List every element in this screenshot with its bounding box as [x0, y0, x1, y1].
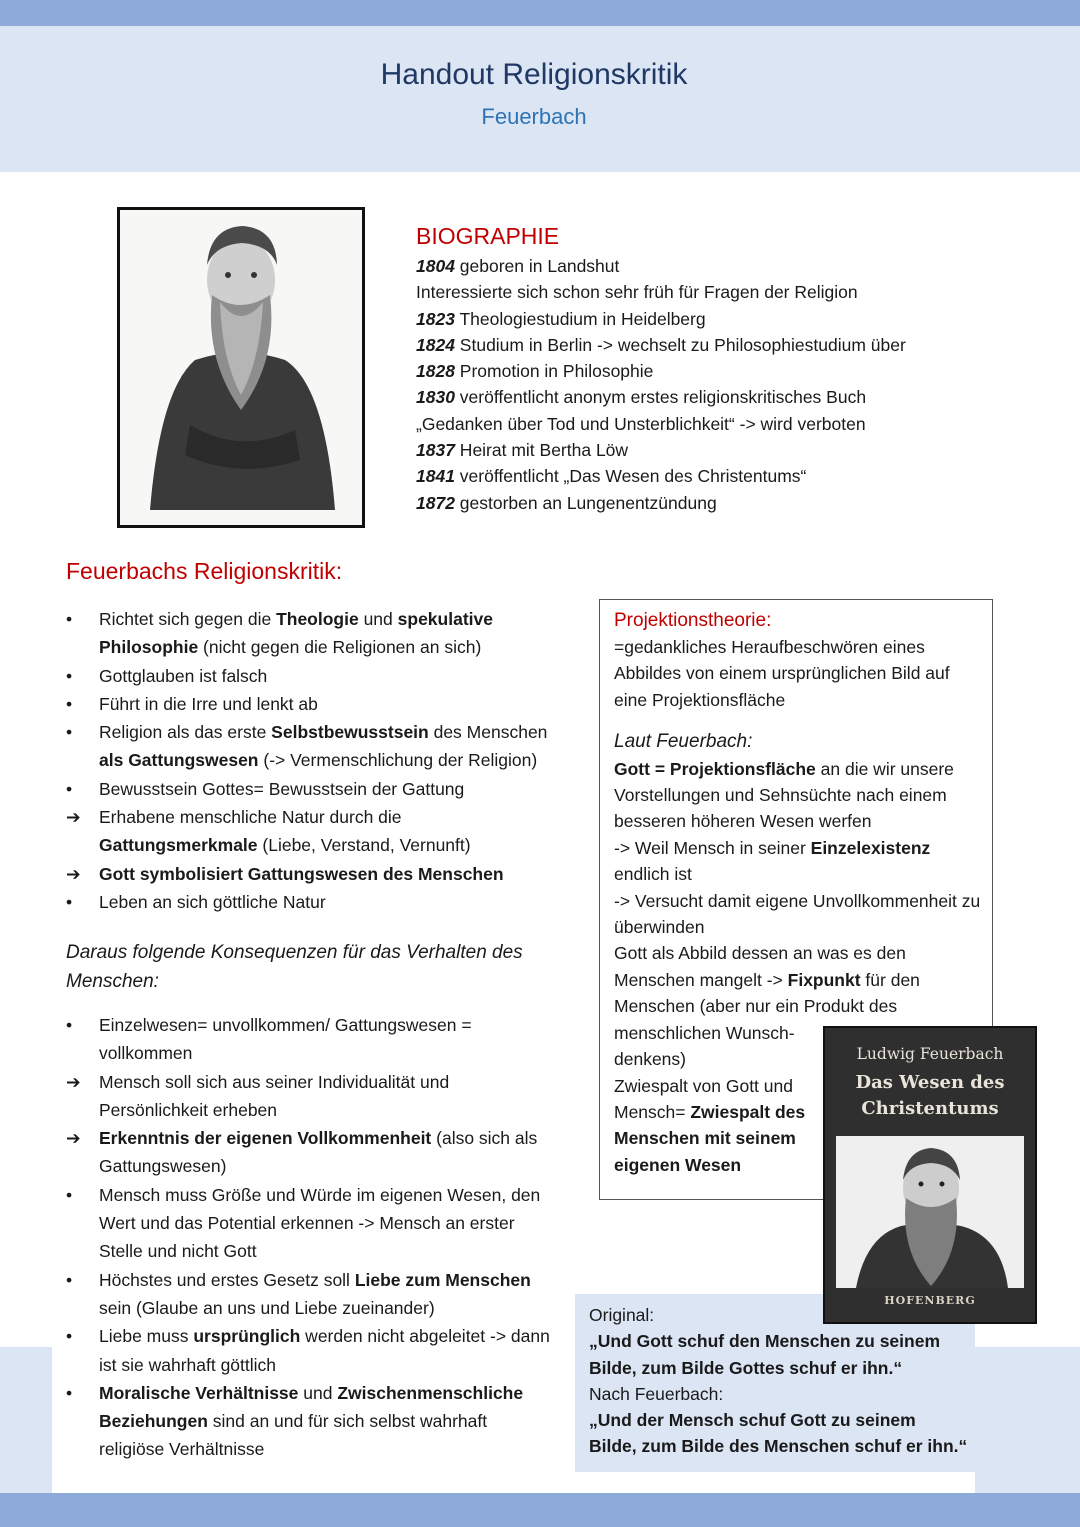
- bio-line: 1837 Heirat mit Bertha Löw: [416, 440, 629, 461]
- projection-line: [614, 756, 986, 835]
- book-author: Ludwig Feuerbach: [856, 1045, 1004, 1063]
- list-item: [66, 662, 556, 690]
- text-run: werden nicht abgeleitet -> dann ist sie wahrhaft göttlich: [99, 1326, 550, 1375]
- projection-text: Menschen (aber nur ein Produkt des: [614, 996, 898, 1017]
- text-run: (also sich als Gattungswesen): [99, 1128, 538, 1177]
- arrow-icon: ➔: [66, 1128, 81, 1149]
- emphasis-text: Theologie: [276, 609, 359, 629]
- biography-section: [416, 221, 1056, 516]
- footer-band-right: [975, 1347, 1080, 1493]
- text-run: (nicht gegen die Religionen an sich): [198, 637, 482, 658]
- page-subtitle: Feuerbach: [481, 104, 587, 129]
- bio-line: 1830 veröffentlicht anonym erstes religionskritisches Buch: [416, 387, 867, 408]
- emphasis-text: ursprünglich: [193, 1326, 301, 1347]
- bullet-icon: •: [66, 665, 73, 686]
- text-run: sind an und für sich selbst wahrhaft religiöse Verhältnisse: [99, 1411, 488, 1460]
- projection-heading: Projektionstheorie:: [614, 610, 772, 631]
- text-run: und: [298, 1382, 338, 1403]
- arrow-icon: ➔: [66, 863, 81, 884]
- bio-line: „Gedanken über Tod und Unsterblichkeit“ -> wird verboten: [416, 413, 866, 434]
- projection-text: Menschen mit seinem: [614, 1128, 796, 1149]
- emphasis-text: Liebe zum Menschen: [354, 1269, 531, 1290]
- emphasis-text: Zwischenmenschliche Beziehungen: [99, 1382, 524, 1432]
- book-cover-portrait: [836, 1136, 1024, 1288]
- text-run: Mensch soll sich aus seiner Individualität und Persönlichkeit erheben: [99, 1071, 450, 1120]
- feuerbach-portrait: [117, 207, 365, 528]
- text-run: an die wir unsere Vorstellungen und Sehnsüchte nach einem besseren höheren Wesen werfen: [614, 758, 954, 832]
- text-run: endlich ist: [614, 864, 692, 885]
- projection-lines: [614, 756, 986, 941]
- emphasis-text: Moralische Verhältnisse: [99, 1382, 299, 1403]
- arrow-icon: ➔: [66, 1071, 81, 1092]
- bullet-icon: •: [66, 1015, 73, 1035]
- bullet-icon: •: [66, 1184, 73, 1205]
- text-run: Führt in die Irre und lenkt ab: [99, 693, 318, 714]
- projection-text: Gott als Abbild dessen an was es den: [614, 943, 906, 964]
- text-run: (Liebe, Verstand, Vernunft): [257, 835, 471, 856]
- text-run: -> Versucht damit eigene Unvollkommenheit zu überwinden: [614, 890, 981, 938]
- list-item: [66, 775, 556, 803]
- feuerbach-label: Nach Feuerbach:: [589, 1383, 724, 1404]
- emphasis-text: Gattungsmerkmale: [99, 835, 258, 856]
- text-run: Religion als das erste: [99, 722, 272, 743]
- list-item: [66, 1266, 556, 1323]
- list-item: [66, 1124, 556, 1181]
- bullet-icon: •: [66, 1382, 73, 1403]
- bio-line: Interessierte sich schon sehr früh für Fragen der Religion: [416, 282, 858, 303]
- text-run: sein (Glaube an uns und Liebe zueinander): [99, 1297, 435, 1318]
- list-item: [66, 1322, 556, 1379]
- bullet-icon: •: [66, 693, 73, 714]
- projection-text: denkens): [614, 1049, 686, 1070]
- emphasis-text: Selbstbewusstsein: [271, 722, 429, 743]
- text-run: Richtet sich gegen die: [99, 609, 277, 629]
- bullet-icon: •: [66, 609, 73, 629]
- consequences-list: [66, 1011, 556, 1464]
- projection-text: menschlichen Wunsch-: [614, 1022, 795, 1043]
- footer-band-left: [0, 1347, 52, 1493]
- bio-line: 1804 geboren in Landshut: [416, 256, 620, 276]
- bio-line: 1824 Studium in Berlin -> wechselt zu Philosophiestudium über: [416, 334, 906, 355]
- text-run: Höchstes und erstes Gesetz soll: [99, 1269, 355, 1290]
- projection-text: Mensch= Zwiespalt des: [614, 1101, 806, 1122]
- header-band: [0, 26, 1080, 172]
- bio-line: 1828 Promotion in Philosophie: [416, 361, 654, 382]
- bio-line: 1841 veröffentlicht „Das Wesen des Christentums“: [416, 466, 807, 487]
- text-run: Leben an sich göttliche Natur: [99, 891, 326, 912]
- text-run: Liebe muss: [99, 1326, 194, 1347]
- list-item: [66, 1379, 556, 1464]
- book-title: Das Wesen des Christentums: [855, 1072, 1005, 1119]
- text-run: -> Weil Mensch in seiner: [614, 837, 811, 858]
- list-item: [66, 718, 556, 775]
- list-item: [66, 803, 556, 860]
- emphasis-text: spekulative Philosophie: [99, 609, 493, 658]
- list-item: [66, 690, 556, 718]
- text-run: (-> Vermenschlichung der Religion): [258, 750, 538, 771]
- bullet-icon: •: [66, 722, 73, 743]
- original-quote-line: Bilde, zum Bilde Gottes schuf er ihn.“: [589, 1357, 903, 1378]
- list-item: [66, 1011, 556, 1068]
- page-title: Handout Religionskritik: [380, 58, 688, 91]
- bullet-icon: •: [66, 778, 73, 799]
- projection-text: Zwiespalt von Gott und: [614, 1075, 793, 1096]
- bio-line: 1823 Theologiestudium in Heidelberg: [416, 308, 706, 329]
- list-item: [66, 605, 556, 662]
- projection-line: [614, 835, 986, 888]
- projection-text: eigenen Wesen: [614, 1154, 742, 1175]
- emphasis-text: Gott = Projektionsfläche: [614, 758, 816, 779]
- projection-line: [614, 888, 986, 941]
- projection-text: Menschen mangelt -> Fixpunkt für den: [614, 969, 920, 990]
- text-run: Mensch muss Größe und Würde im eigenen Wesen, den Wert und das Potential erkennen -> Mensch an erster Stelle und nicht Gott: [99, 1184, 541, 1262]
- text-run: Gottglauben ist falsch: [99, 665, 268, 686]
- bullet-icon: •: [66, 1326, 73, 1347]
- bio-line: 1872 gestorben an Lungenentzündung: [416, 492, 717, 513]
- bullet-icon: •: [66, 1269, 73, 1290]
- text-run: des Menschen: [428, 722, 548, 743]
- projection-definition: =gedankliches Heraufbeschwören eines Abbildes von einem ursprünglichen Bild auf eine Projektionsfläche: [614, 637, 950, 710]
- original-quote-line: „Und Gott schuf den Menschen zu seinem: [589, 1331, 941, 1352]
- emphasis-text: Einzelexistenz: [810, 837, 931, 858]
- original-label: Original:: [589, 1305, 655, 1325]
- emphasis-text: als Gattungswesen: [99, 750, 259, 771]
- list-item: [66, 1068, 556, 1125]
- text-run: Erhabene menschliche Natur durch die: [99, 807, 402, 828]
- critique-list: [66, 605, 556, 916]
- biography-heading: BIOGRAPHIE: [416, 223, 560, 249]
- feuerbach-quote-line: „Und der Mensch schuf Gott zu seinem: [589, 1410, 916, 1431]
- consequences-heading: Daraus folgende Konsequenzen für das Verhalten des Menschen:: [66, 942, 523, 992]
- top-accent-bar: [0, 0, 1080, 26]
- list-item: [66, 860, 556, 888]
- emphasis-text: Erkenntnis der eigenen Vollkommenheit: [99, 1128, 432, 1149]
- bullet-icon: •: [66, 891, 73, 912]
- critique-heading: Feuerbachs Religionskritik:: [66, 558, 343, 584]
- text-run: Bewusstsein Gottes= Bewusstsein der Gattung: [99, 778, 465, 799]
- text-run: Einzelwesen= unvollkommen/ Gattungswesen = vollkommen: [99, 1015, 472, 1064]
- feuerbach-quote-line: Bilde, zum Bilde des Menschen schuf er ihn.“: [589, 1436, 968, 1457]
- laut-feuerbach-label: Laut Feuerbach:: [614, 731, 753, 753]
- emphasis-text: Gott symbolisiert Gattungswesen des Menschen: [99, 863, 504, 884]
- list-item: [66, 888, 556, 916]
- list-item: [66, 1181, 556, 1266]
- text-run: und: [358, 609, 398, 629]
- bottom-accent-bar: [0, 1493, 1080, 1527]
- book-publisher: HOFENBERG: [884, 1294, 976, 1307]
- arrow-icon: ➔: [66, 807, 81, 828]
- book-cover: [823, 1026, 1037, 1324]
